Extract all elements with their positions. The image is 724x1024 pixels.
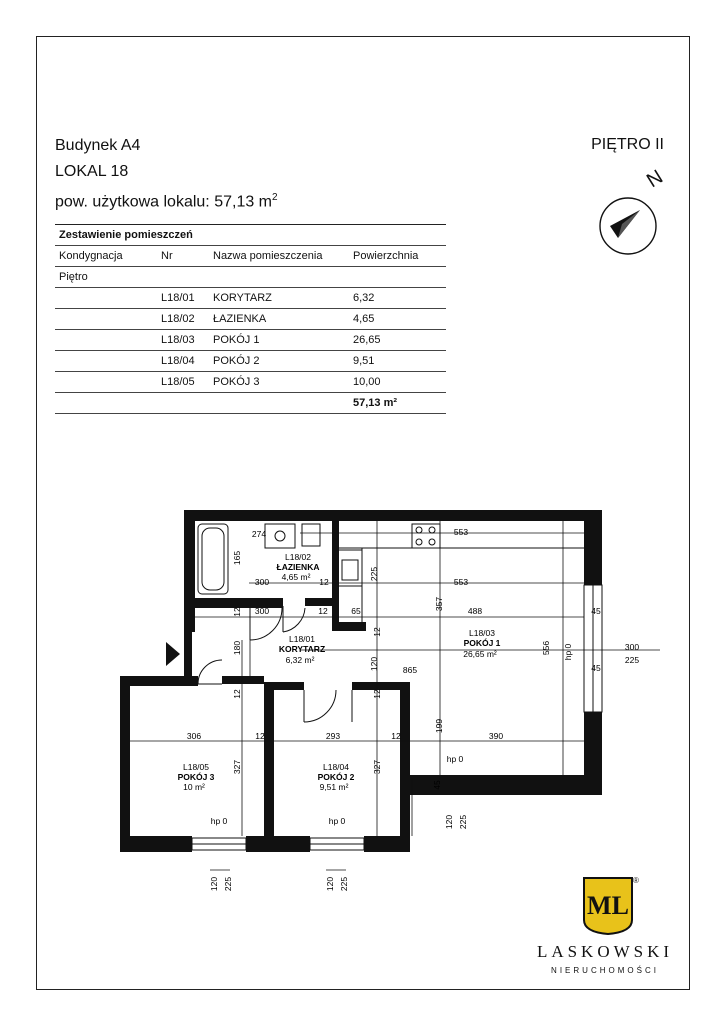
dim-label: 300	[254, 577, 270, 587]
room-area: 26,65	[349, 330, 446, 351]
dim-label: 225	[458, 814, 468, 830]
dim-label: 120	[444, 814, 454, 830]
room-nr-label: L18/03	[469, 628, 495, 638]
dim-label: 12	[319, 577, 329, 587]
unit-label: LOKAL 18	[55, 163, 129, 180]
dim-label: hp 0	[446, 754, 464, 764]
room-name: ŁAZIENKA	[209, 309, 349, 330]
plan-walls	[120, 510, 602, 852]
room-name-label: KORYTARZ	[278, 644, 326, 654]
dim-label: 12	[232, 689, 242, 699]
dim-label: 306	[186, 731, 202, 741]
room-nr-label: L18/02	[285, 552, 311, 562]
room-name: KORYTARZ	[209, 288, 349, 309]
col-level: Kondygnacja	[55, 246, 157, 267]
col-name: Nazwa pomieszczenia	[209, 246, 349, 267]
room-area: 9,51	[349, 351, 446, 372]
room-name-label: ŁAZIENKA	[276, 562, 320, 572]
logo-mark-text: ML	[587, 891, 629, 920]
dim-label: hp 0	[563, 643, 573, 661]
room-nr-label: L18/04	[323, 762, 349, 772]
dim-label: hp 0	[328, 816, 346, 826]
room-name: POKÓJ 2	[209, 351, 349, 372]
col-nr: Nr	[157, 246, 209, 267]
dim-label: 12	[232, 607, 242, 617]
dim-label: 120	[325, 876, 335, 892]
windows	[192, 585, 602, 850]
dim-label: 488	[467, 606, 483, 616]
dim-label: 199	[434, 718, 444, 734]
dim-label: 225	[624, 655, 640, 665]
room-area-label: 6,32 m²	[285, 655, 315, 665]
logo-subtitle: NIERUCHOMOŚCI	[551, 966, 659, 975]
room-name: POKÓJ 1	[209, 330, 349, 351]
col-area: Powierzchnia	[349, 246, 446, 267]
room-nr: L18/02	[157, 309, 209, 330]
dim-label: 225	[339, 876, 349, 892]
dim-label: 357	[434, 596, 444, 612]
entrance-arrow-icon	[166, 642, 180, 666]
dim-label: hp 0	[210, 816, 228, 826]
dim-label: 865	[402, 665, 418, 675]
room-name-label: POKÓJ 1	[463, 638, 501, 648]
dim-label: 327	[232, 759, 242, 775]
registered-mark: ®	[633, 876, 639, 885]
north-label: N	[643, 165, 667, 193]
room-area: 10,00	[349, 372, 446, 393]
room-area-label: 26,65 m²	[463, 649, 497, 659]
table-title: Zestawienie pomieszczeń	[55, 225, 446, 246]
dimension-lines	[130, 521, 660, 870]
dim-label: 553	[453, 577, 469, 587]
room-area: 6,32	[349, 288, 446, 309]
room-area: 4,65	[349, 309, 446, 330]
ml-logo-mark	[582, 876, 634, 936]
dim-label: 327	[372, 759, 382, 775]
usable-area-unit-sup: 2	[272, 192, 278, 203]
dim-label: 12	[372, 689, 382, 699]
dim-label: 45	[591, 663, 601, 673]
dim-label: 45	[432, 780, 442, 790]
dim-label: 300	[624, 642, 640, 652]
dim-label: 12	[318, 606, 328, 616]
room-area-label: 4,65 m²	[281, 572, 311, 582]
logo-name: LASKOWSKI	[536, 942, 674, 961]
dim-label: 12	[255, 731, 265, 741]
dim-label: 274	[251, 529, 267, 539]
level-cell: Piętro	[55, 267, 446, 288]
room-nr: L18/04	[157, 351, 209, 372]
room-nr-label: L18/05	[183, 762, 209, 772]
building-label: Budynek A4	[55, 137, 141, 154]
dim-label: 293	[325, 731, 341, 741]
dim-label: 12	[372, 627, 382, 637]
dim-label: 180	[232, 640, 242, 656]
room-area-label: 10 m²	[183, 782, 205, 792]
room-name-label: POKÓJ 2	[317, 772, 355, 782]
room-name-label: POKÓJ 3	[177, 772, 215, 782]
usable-area-text: pow. użytkowa lokalu: 57,13 m	[55, 193, 273, 211]
dim-label: 300	[254, 606, 270, 616]
dim-label: 225	[369, 566, 379, 582]
dim-label: 553	[453, 527, 469, 537]
dim-label: 165	[232, 550, 242, 566]
room-name: POKÓJ 3	[209, 372, 349, 393]
room-nr: L18/03	[157, 330, 209, 351]
dim-label: 556	[541, 640, 551, 656]
dim-label: 390	[488, 731, 504, 741]
room-area-label: 9,51 m²	[319, 782, 349, 792]
door-swings	[198, 606, 352, 722]
total-area: 57,13 m²	[349, 393, 446, 414]
room-nr-label: L18/01	[289, 634, 315, 644]
dim-label: 225	[223, 876, 233, 892]
dim-label: 65	[351, 606, 361, 616]
dim-label: 120	[369, 656, 379, 672]
dim-label: 120	[209, 876, 219, 892]
dim-label: 45	[591, 606, 601, 616]
dim-label: 12	[391, 731, 401, 741]
floor-label: PIĘTRO II	[591, 136, 664, 153]
room-nr: L18/01	[157, 288, 209, 309]
room-nr: L18/05	[157, 372, 209, 393]
